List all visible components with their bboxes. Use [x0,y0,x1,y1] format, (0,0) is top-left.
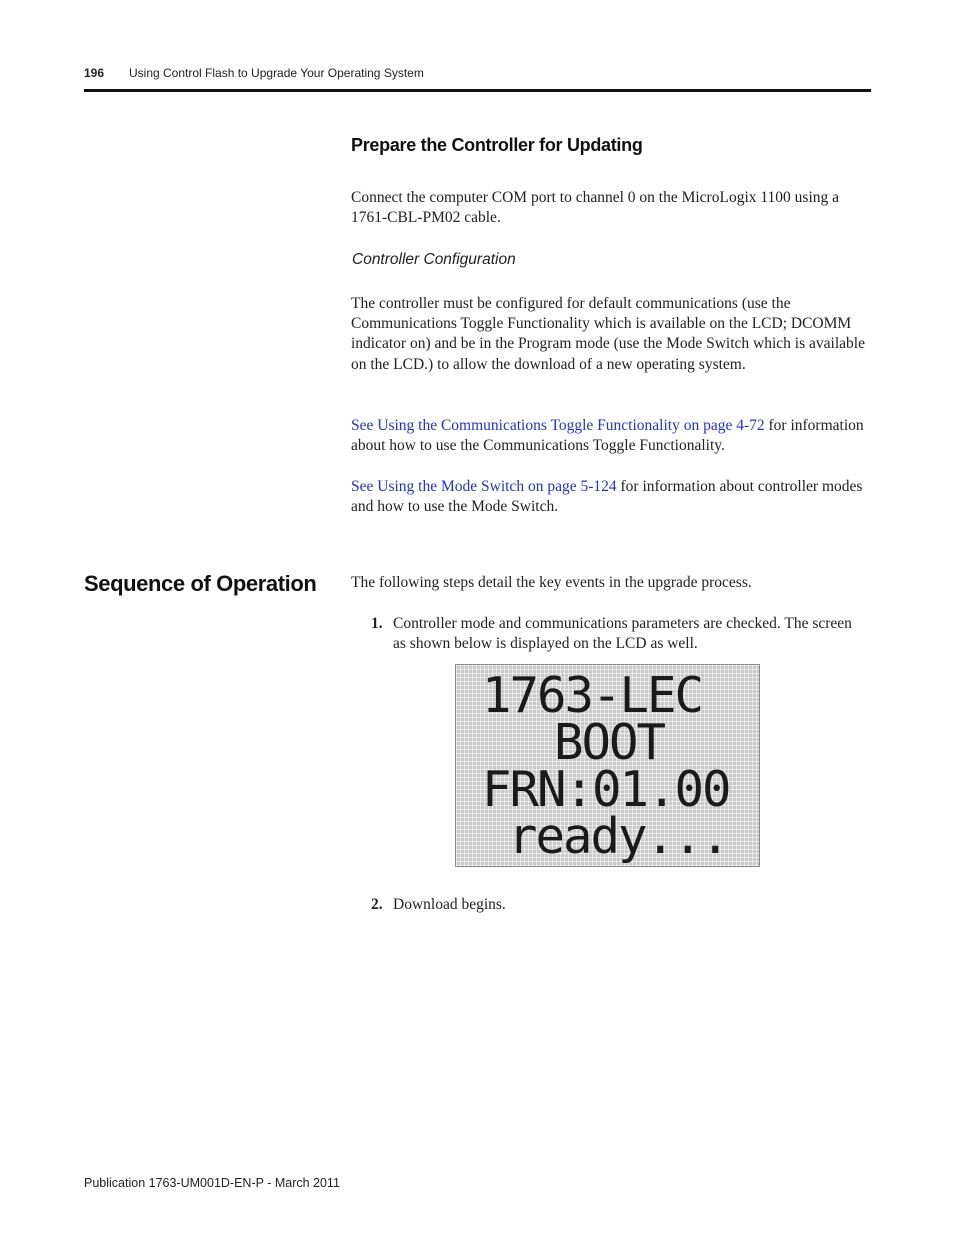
running-header-title: Using Control Flash to Upgrade Your Operating System [129,66,424,80]
section-heading-prepare: Prepare the Controller for Updating [351,135,643,155]
step-number: 2. [371,896,383,913]
subheading-controller-configuration: Controller Configuration [352,251,516,268]
footer-publication: Publication 1763-UM001D-EN-P - March 2011 [84,1176,340,1190]
reference-comm-toggle-text: for information about how to use the Communications Toggle Functionality. [351,417,864,455]
paragraph-connect: Connect the computer COM port to channel 0 on the MicroLogix 1100 using a 1761-CBL-PM02 cable. [351,189,840,227]
paragraph-reference-mode-switch [351,477,871,517]
step-text: Controller mode and communications parameters are checked. The screen as shown below is displayed on the LCD as well. [393,615,852,653]
paragraph-configuration: The controller must be configured for default communications (use the Communications Toggle Functionality which is available on the LCD; DCOMM indicator on) and be in the Program mode (use the Mode Switch which is available on the LCD.) to allow the download of a new operating system. [351,295,865,373]
lcd-line: 1763-LEC [482,667,703,724]
step-number: 1. [371,615,383,632]
link-comm-toggle[interactable]: See Using the Communications Toggle Functionality on page 4-72 [351,417,765,434]
header-rule [84,89,871,92]
lcd-line: ready... [508,808,729,865]
reference-mode-switch-text: for information about controller modes and how to use the Mode Switch. [351,478,863,516]
step-text: Download begins. [393,896,506,913]
lcd-line: BOOT [554,714,665,771]
lcd-line: FRN:01.00 [482,761,730,818]
lcd-screen [455,664,760,867]
paragraph-reference-comm-toggle [351,416,871,456]
section-heading-sequence: Sequence of Operation [84,571,317,596]
page-number: 196 [84,66,105,80]
paragraph-sequence-intro: The following steps detail the key events in the upgrade process. [351,574,752,591]
link-mode-switch[interactable]: See Using the Mode Switch on page 5-124 [351,478,617,495]
